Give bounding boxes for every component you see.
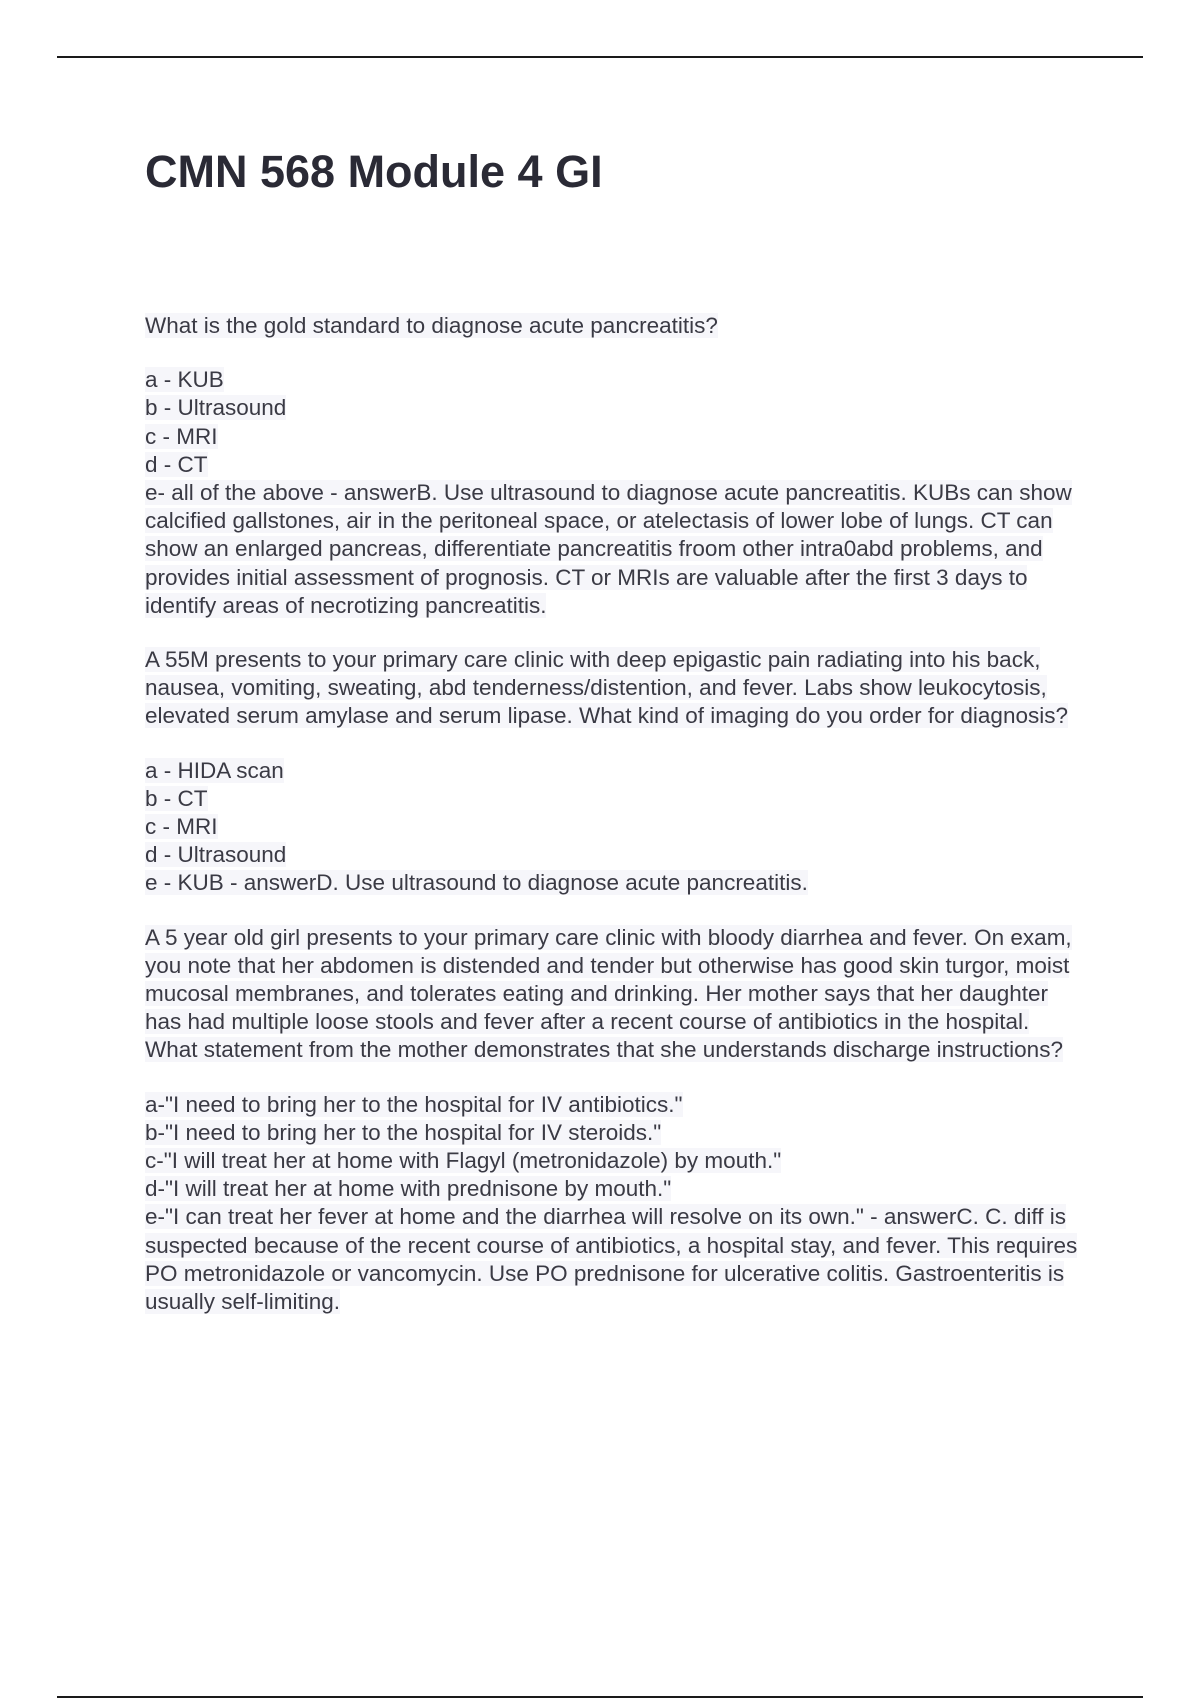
option-a: a-"I need to bring her to the hospital for IV antibiotics." — [145, 1091, 683, 1117]
option-c: c-"I will treat her at home with Flagyl (metronidazole) by mouth." — [145, 1148, 782, 1174]
question-2-prompt: A 55M presents to your primary care clinic with deep epigastic pain radiating into his back, nausea, vomiting, sweating, abd tenderness/distention, and fever. Labs show leukocytosis, elevated serum amylase and serum lipase. What kind of imaging do you order for diagnosis? — [145, 647, 1068, 729]
option-b: b-"I need to bring her to the hospital for IV steroids." — [145, 1119, 662, 1145]
option-e-answer: e-"I can treat her fever at home and the diarrhea will resolve on its own." - answerC. C. diff is suspected because of the recent course of antibiotics, a hospital stay, and fever. This requires PO metronidazole or vancomycin. Use PO prednisone for ulcerative colitis. Gastroenteritis is usually self-limiting. — [145, 1204, 1078, 1315]
option-a: a - HIDA scan — [145, 757, 284, 783]
question-prompt — [145, 924, 1085, 1065]
bottom-rule — [57, 1696, 1143, 1698]
question-3-prompt: A 5 year old girl presents to your primary care clinic with bloody diarrhea and fever. On exam, you note that her abdomen is distended and tender but otherwise has good skin turgor, moist mucosal membranes, and tolerates eating and drinking. Her mother says that her daughter has had multiple loose stools and fever after a recent course of antibiotics in the hospital. What statement from the mother demonstrates that she understands discharge instructions? — [145, 924, 1072, 1063]
question-2 — [145, 646, 1085, 898]
option-c: c - MRI — [145, 423, 218, 449]
question-prompt — [145, 646, 1085, 731]
option-c: c - MRI — [145, 814, 218, 840]
option-b: b - Ultrasound — [145, 395, 287, 421]
top-rule — [57, 56, 1143, 58]
document-body — [145, 312, 1085, 1316]
option-b: b - CT — [145, 785, 208, 811]
option-e-answer: e - KUB - answerD. Use ultrasound to diagnose acute pancreatitis. — [145, 870, 808, 896]
answer-options — [145, 366, 1085, 620]
option-e-answer: e- all of the above - answerB. Use ultrasound to diagnose acute pancreatitis. KUBs can show calcified gallstones, air in the peritoneal space, or atelectasis of lower lobe of lungs. CT can show an enlarged pancreas, differentiate pancreatitis froom other intra0abd problems, and provides initial assessment of prognosis. CT or MRIs are valuable after the first 3 days to identify areas of necrotizing pancreatitis. — [145, 480, 1072, 618]
answer-options — [145, 757, 1085, 898]
option-d: d - CT — [145, 451, 208, 477]
question-prompt — [145, 312, 1085, 340]
option-d: d - Ultrasound — [145, 842, 287, 868]
question-1 — [145, 312, 1085, 620]
answer-options — [145, 1091, 1085, 1317]
question-3 — [145, 924, 1085, 1317]
question-1-prompt: What is the gold standard to diagnose acute pancreatitis? — [145, 313, 718, 338]
option-d: d-"I will treat her at home with prednisone by mouth." — [145, 1176, 672, 1202]
page-title: CMN 568 Module 4 GI — [145, 146, 603, 197]
option-a: a - KUB — [145, 367, 224, 393]
